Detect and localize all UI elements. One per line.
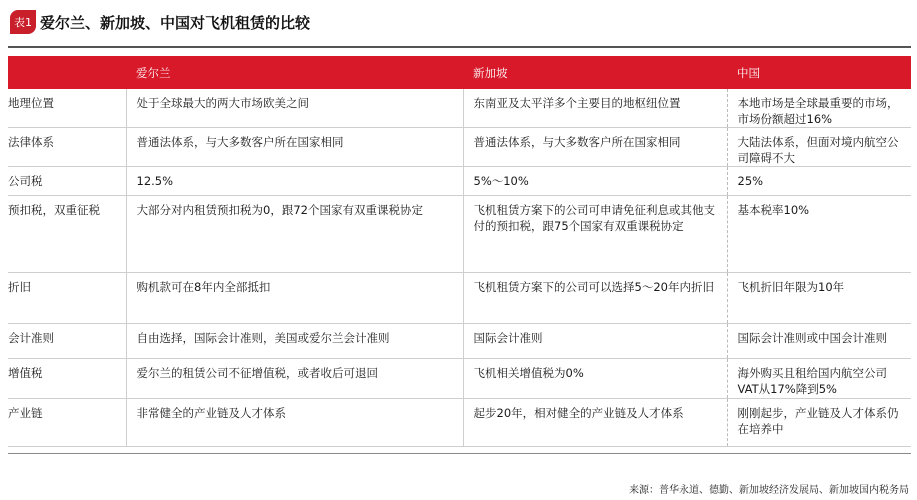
- cell-china: 海外购买且租给国内航空公司VAT从17%降到5%: [727, 359, 911, 399]
- table-row: [8, 324, 911, 359]
- table-caption: [10, 8, 310, 36]
- table-header: [8, 56, 911, 89]
- cell-ireland: 自由选择，国际会计准则，美国或爱尔兰会计准则: [126, 324, 463, 359]
- cell-ireland: 12.5%: [126, 167, 463, 196]
- cell-ireland: 大部分对内租赁预扣税为0，跟72个国家有双重课税协定: [126, 196, 463, 273]
- comparison-table: [8, 56, 911, 447]
- cell-ireland: 爱尔兰的租赁公司不征增值税，或者收后可退回: [126, 359, 463, 399]
- header-singapore: 新加坡: [463, 56, 727, 89]
- cell-china: 飞机折旧年限为10年: [727, 273, 911, 324]
- table-row: [8, 359, 911, 399]
- cell-singapore: 国际会计准则: [463, 324, 727, 359]
- row-label: 折旧: [8, 273, 126, 324]
- cell-ireland: 处于全球最大的两大市场欧美之间: [126, 89, 463, 128]
- header-corner: [8, 56, 126, 89]
- row-label: 地理位置: [8, 89, 126, 128]
- top-divider: [8, 46, 911, 48]
- table-title: 爱尔兰、新加坡、中国对飞机租赁的比较: [40, 13, 311, 32]
- row-label: 增值税: [8, 359, 126, 399]
- row-label: 产业链: [8, 399, 126, 447]
- cell-ireland: 非常健全的产业链及人才体系: [126, 399, 463, 447]
- cell-china: 大陆法体系，但面对境内航空公司障碍不大: [727, 128, 911, 167]
- cell-ireland: 普通法体系，与大多数客户所在国家相同: [126, 128, 463, 167]
- cell-china: 本地市场是全球最重要的市场，市场份额超过16%: [727, 89, 911, 128]
- row-label: 预扣税，双重征税: [8, 196, 126, 273]
- cell-singapore: 5%～10%: [463, 167, 727, 196]
- table-row: [8, 273, 911, 324]
- header-row: [8, 56, 911, 89]
- table-row: [8, 128, 911, 167]
- cell-singapore: 飞机相关增值税为0%: [463, 359, 727, 399]
- cell-china: 国际会计准则或中国会计准则: [727, 324, 911, 359]
- cell-china: 25%: [727, 167, 911, 196]
- cell-singapore: 起步20年，相对健全的产业链及人才体系: [463, 399, 727, 447]
- table-number-badge: 表1: [10, 10, 36, 34]
- source-note: 来源：普华永道、德勤、新加坡经济发展局、新加坡国内税务局: [629, 485, 909, 496]
- header-ireland: 爱尔兰: [126, 56, 463, 89]
- cell-china: 刚刚起步，产业链及人才体系仍在培养中: [727, 399, 911, 447]
- table-row: [8, 89, 911, 128]
- cell-singapore: 东南亚及太平洋多个主要目的地枢纽位置: [463, 89, 727, 128]
- cell-ireland: 购机款可在8年内全部抵扣: [126, 273, 463, 324]
- bottom-divider: [8, 453, 911, 454]
- cell-singapore: 普通法体系，与大多数客户所在国家相同: [463, 128, 727, 167]
- row-label: 公司税: [8, 167, 126, 196]
- cell-singapore: 飞机租赁方案下的公司可以选择5～20年内折旧: [463, 273, 727, 324]
- table-row: [8, 167, 911, 196]
- table-row: [8, 196, 911, 273]
- table-body: [8, 89, 911, 447]
- row-label: 会计准则: [8, 324, 126, 359]
- row-label: 法律体系: [8, 128, 126, 167]
- cell-singapore: 飞机租赁方案下的公司可申请免征利息或其他支付的预扣税，跟75个国家有双重课税协定: [463, 196, 727, 273]
- cell-china: 基本税率10%: [727, 196, 911, 273]
- header-china: 中国: [727, 56, 911, 89]
- table-row: [8, 399, 911, 447]
